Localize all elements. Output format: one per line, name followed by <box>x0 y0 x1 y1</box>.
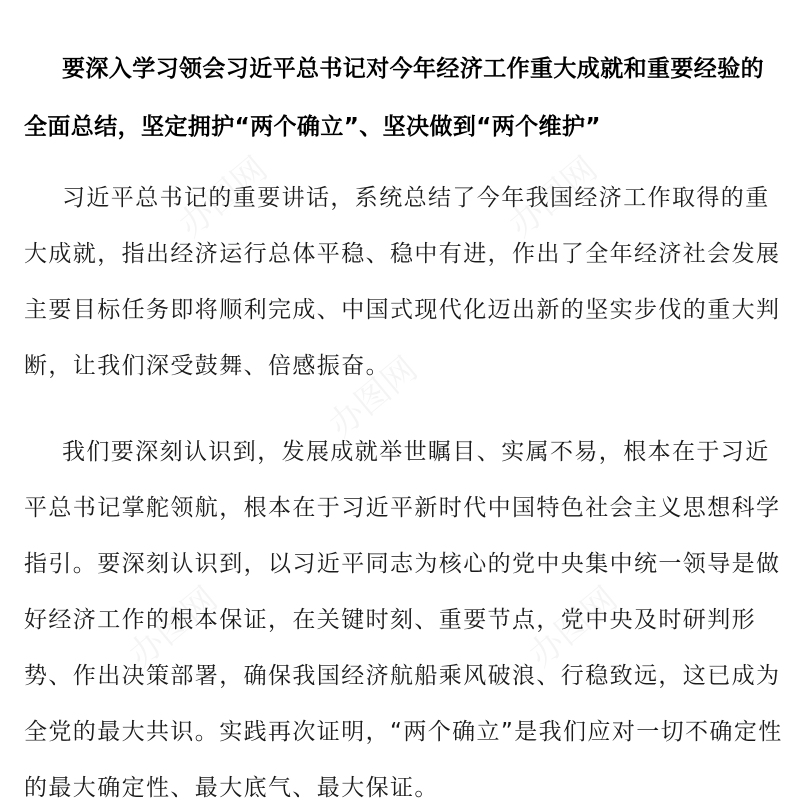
paragraph-2: 我们要深刻认识到，发展成就举世瞩目、实属不易，根本在于习近平总书记掌舵领航，根本在于习近平新时代中国特色社会主义思想科学指引。要深刻认识到，以习近平同志为核心的党中央集中统一领导是做好经济工作的根本保证，在关键时刻、重要节点，党中央及时研判形势、作出决策部署，确保我国经济航船乘风破浪、行稳致远，这已成为全党的最大共识。实践再次证明，“两个确立”是我们应对一切不确定性的最大确定性、最大底气、最大保证。 <box>24 439 783 800</box>
document-title: 要深入学习领会习近平总书记对今年经济工作重大成就和重要经验的全面总结，坚定拥护“两个确立”、坚决做到“两个维护” <box>24 56 764 140</box>
paragraph-1: 习近平总书记的重要讲话，系统总结了今年我国经济工作取得的重大成就，指出经济运行总体平稳、稳中有进，作出了全年经济社会发展主要目标任务即将顺利完成、中国式现代化迈出新的坚实步伐的重大判断，让我们深受鼓舞、倍感振奋。 <box>24 185 781 379</box>
